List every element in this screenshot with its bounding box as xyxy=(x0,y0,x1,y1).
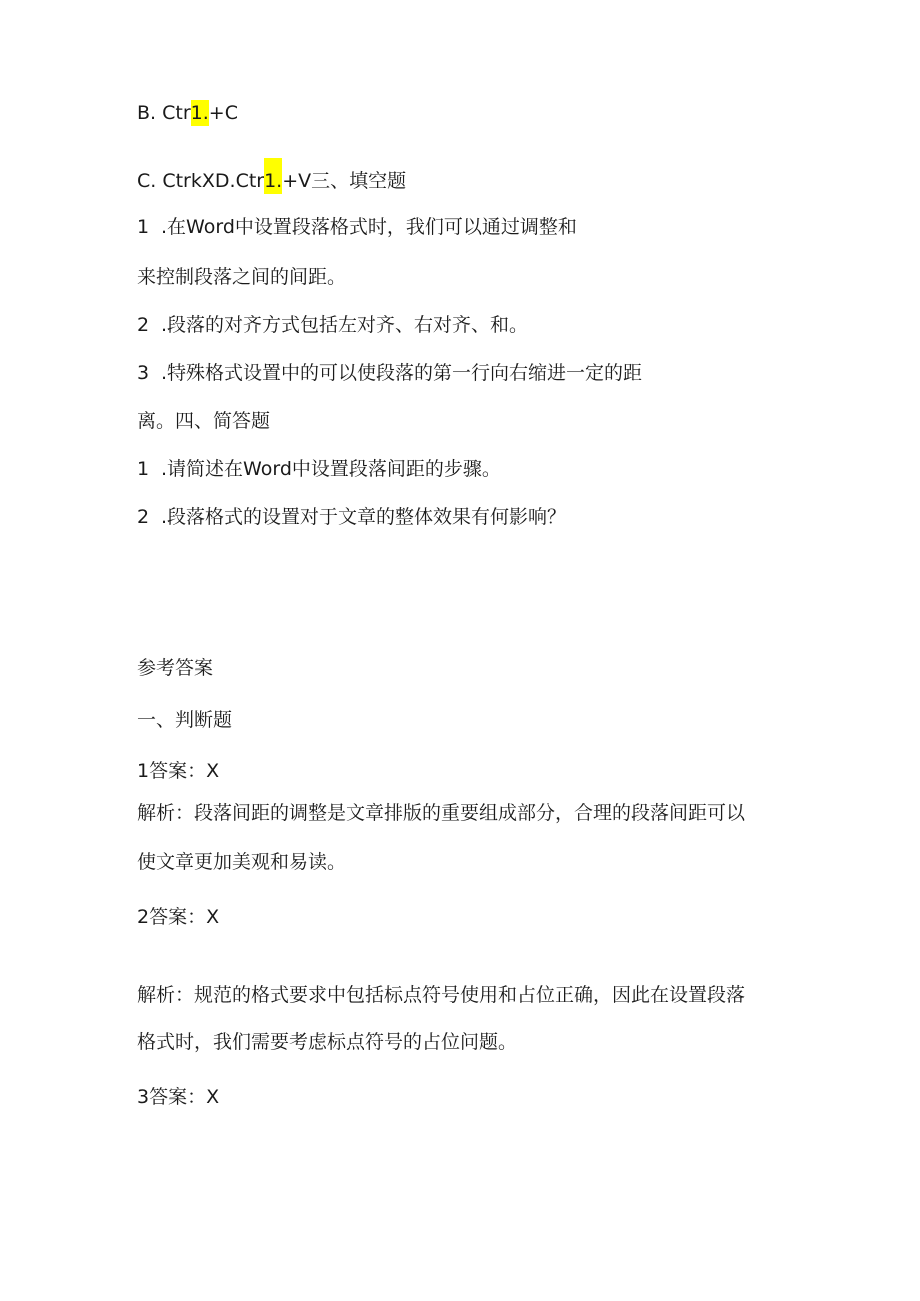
short-answer-question-2 xyxy=(137,504,566,530)
answers-heading: 参考答案 xyxy=(137,657,214,679)
option-c-highlight: 1. xyxy=(264,158,282,194)
question-text: .在Word中设置段落格式时，我们可以通过调整和 xyxy=(161,216,577,238)
question-text: .请简述在Word中设置段落间距的步骤。 xyxy=(161,458,501,480)
question-number: 2 xyxy=(137,506,150,528)
fill-in-question-2 xyxy=(137,312,528,338)
answer-3: 3答案：X xyxy=(137,1086,220,1108)
question-number: 2 xyxy=(137,314,150,336)
option-c xyxy=(137,158,406,194)
question-text: .段落的对齐方式包括左对齐、右对齐、和。 xyxy=(161,314,529,336)
question-text: 来控制段落之间的间距。 xyxy=(137,266,347,288)
answers-section-title: 一、判断题 xyxy=(137,709,233,731)
question-text: .段落格式的设置对于文章的整体效果有何影响？ xyxy=(161,506,567,528)
answer-1-explanation-cont: 使文章更加美观和易读。 xyxy=(137,851,347,873)
question-text: 离。四、简答题 xyxy=(137,410,271,432)
fill-in-question-1 xyxy=(137,214,577,240)
answer-2-explanation: 解析：规范的格式要求中包括标点符号使用和占位正确，因此在设置段落 xyxy=(137,984,746,1006)
question-number: 3 xyxy=(137,362,150,384)
option-b-suffix: +C xyxy=(208,102,238,124)
answer-1-explanation: 解析：段落间距的调整是文章排版的重要组成部分，合理的段落间距可以 xyxy=(137,802,746,824)
fill-in-question-3-cont xyxy=(137,408,270,434)
fill-in-question-3 xyxy=(137,360,642,386)
question-number: 1 xyxy=(137,216,150,238)
answer-2: 2答案：X xyxy=(137,906,220,928)
fill-in-question-1-cont xyxy=(137,264,346,290)
answer-2-explanation-cont: 格式时，我们需要考虑标点符号的占位问题。 xyxy=(137,1031,518,1053)
option-b xyxy=(137,100,238,126)
option-b-prefix: B. Ctr xyxy=(137,102,191,124)
question-number: 1 xyxy=(137,458,150,480)
option-c-suffix: +V三、填空题 xyxy=(282,170,407,192)
answer-1: 1答案：X xyxy=(137,760,220,782)
option-c-prefix: C. CtrkXD.Ctr xyxy=(137,170,265,192)
short-answer-question-1 xyxy=(137,456,501,482)
option-b-highlight: 1. xyxy=(190,102,209,124)
question-text: .特殊格式设置中的可以使段落的第一行向右缩进一定的距 xyxy=(161,362,643,384)
